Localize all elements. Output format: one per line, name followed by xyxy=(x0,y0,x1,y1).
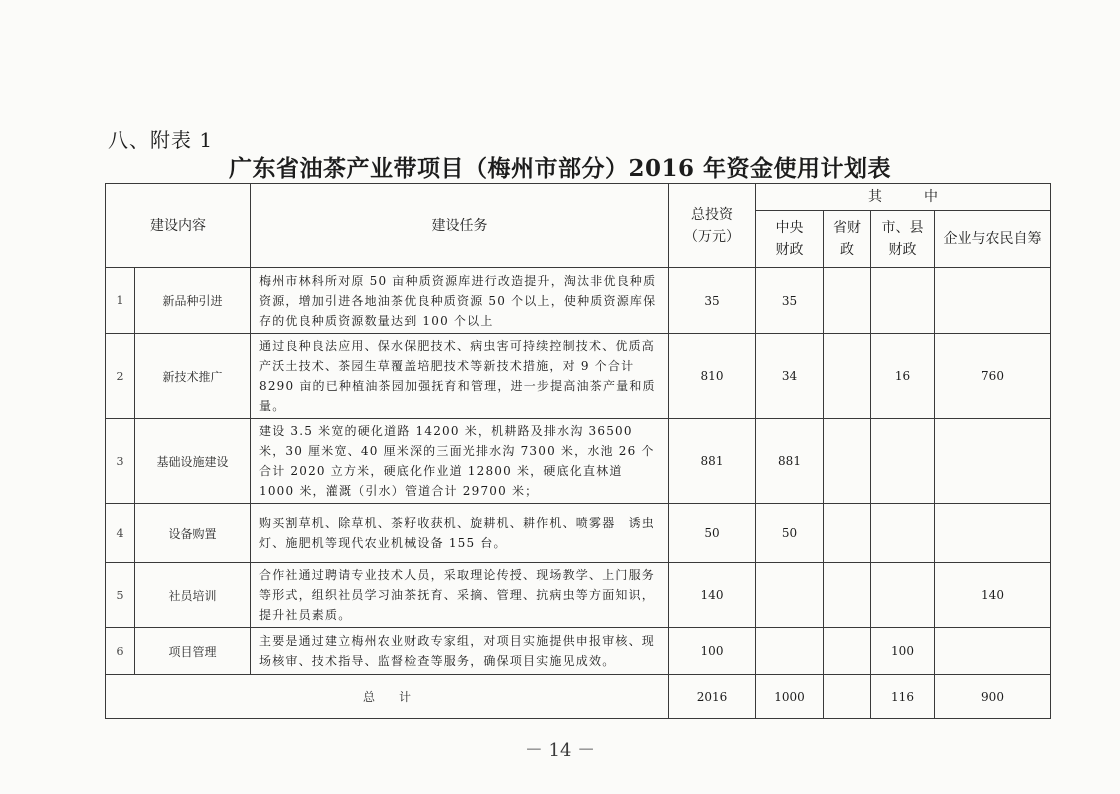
row-central: 881 xyxy=(756,419,824,504)
row-total: 140 xyxy=(669,563,756,628)
document-title: 广东省油茶产业带项目（梅州市部分）2016 年资金使用计划表 xyxy=(228,155,892,182)
header-of-which: 其 中 xyxy=(756,184,1051,211)
row-index: 2 xyxy=(106,334,135,419)
row-city xyxy=(871,504,935,563)
table-row xyxy=(106,504,1051,563)
row-total: 810 xyxy=(669,334,756,419)
row-provincial xyxy=(824,334,871,419)
header-content: 建设内容 xyxy=(106,184,251,268)
row-city xyxy=(871,419,935,504)
total-label: 总 计 xyxy=(106,675,669,719)
total-enterprise: 900 xyxy=(935,675,1051,719)
row-content: 社员培训 xyxy=(135,563,251,628)
row-enterprise: 140 xyxy=(935,563,1051,628)
total-central: 1000 xyxy=(756,675,824,719)
row-city xyxy=(871,268,935,334)
section-label: 八、附表 1 xyxy=(108,128,214,152)
row-content: 新品种引进 xyxy=(135,268,251,334)
table-row xyxy=(106,268,1051,334)
row-enterprise xyxy=(935,419,1051,504)
row-index: 5 xyxy=(106,563,135,628)
row-enterprise xyxy=(935,504,1051,563)
row-index: 3 xyxy=(106,419,135,504)
row-city xyxy=(871,563,935,628)
row-content: 基础设施建设 xyxy=(135,419,251,504)
row-total: 50 xyxy=(669,504,756,563)
row-central: 50 xyxy=(756,504,824,563)
row-task: 建设 3.5 米宽的硬化道路 14200 米，机耕路及排水沟 36500 米，30 厘米宽、40 厘米深的三面光排水沟 7300 米，水池 26 个合计 2020 立方米，硬底化作业道 12800 米，硬底化直林道 1000 米，灌溉（引水）管道合计 29700 米； xyxy=(251,419,669,504)
header-enterprise: 企业与农民自筹 xyxy=(935,211,1051,268)
row-central xyxy=(756,563,824,628)
row-central: 35 xyxy=(756,268,824,334)
total-sum: 2016 xyxy=(669,675,756,719)
row-enterprise xyxy=(935,628,1051,675)
header-task: 建设任务 xyxy=(251,184,669,268)
total-provincial xyxy=(824,675,871,719)
row-enterprise: 760 xyxy=(935,334,1051,419)
total-city: 116 xyxy=(871,675,935,719)
row-total: 881 xyxy=(669,419,756,504)
row-provincial xyxy=(824,268,871,334)
row-provincial xyxy=(824,504,871,563)
row-content: 新技术推广 xyxy=(135,334,251,419)
row-task: 梅州市林科所对原 50 亩种质资源库进行改造提升，淘汰非优良种质资源，增加引进各地油茶优良种质资源 50 个以上，使种质资源库保存的优良种质资源数量达到 100 个以上 xyxy=(251,268,669,334)
table-row xyxy=(106,419,1051,504)
row-content: 项目管理 xyxy=(135,628,251,675)
header-row-1 xyxy=(106,184,1051,211)
row-city: 16 xyxy=(871,334,935,419)
total-row xyxy=(106,675,1051,719)
row-task: 合作社通过聘请专业技术人员，采取理论传授、现场教学、上门服务等形式，组织社员学习油茶抚育、采摘、管理、抗病虫等方面知识，提升社员素质。 xyxy=(251,563,669,628)
row-provincial xyxy=(824,628,871,675)
header-central: 中央 财政 xyxy=(756,211,824,268)
row-index: 4 xyxy=(106,504,135,563)
row-central: 34 xyxy=(756,334,824,419)
row-content: 设备购置 xyxy=(135,504,251,563)
row-index: 1 xyxy=(106,268,135,334)
row-provincial xyxy=(824,563,871,628)
header-city: 市、县 财政 xyxy=(871,211,935,268)
row-total: 100 xyxy=(669,628,756,675)
header-total: 总投资 （万元） xyxy=(669,184,756,268)
row-task: 通过良种良法应用、保水保肥技术、病虫害可持续控制技术、优质高产沃土技术、茶园生草覆盖培肥技术等新技术措施，对 9 个合计 8290 亩的已种植油茶园加强抚育和管理，进一步提高油茶产量和质量。 xyxy=(251,334,669,419)
row-total: 35 xyxy=(669,268,756,334)
table-row xyxy=(106,334,1051,419)
row-central xyxy=(756,628,824,675)
table-row xyxy=(106,563,1051,628)
funding-plan-table xyxy=(105,183,1051,719)
row-index: 6 xyxy=(106,628,135,675)
header-provincial: 省财 政 xyxy=(824,211,871,268)
row-enterprise xyxy=(935,268,1051,334)
page-number: － 14 － xyxy=(524,740,596,761)
row-task: 购买割草机、除草机、茶籽收获机、旋耕机、耕作机、喷雾器 诱虫灯、施肥机等现代农业机械设备 155 台。 xyxy=(251,504,669,563)
row-provincial xyxy=(824,419,871,504)
table-row xyxy=(106,628,1051,675)
row-city: 100 xyxy=(871,628,935,675)
row-task: 主要是通过建立梅州农业财政专家组，对项目实施提供申报审核、现场核审、技术指导、监督检查等服务，确保项目实施见成效。 xyxy=(251,628,669,675)
